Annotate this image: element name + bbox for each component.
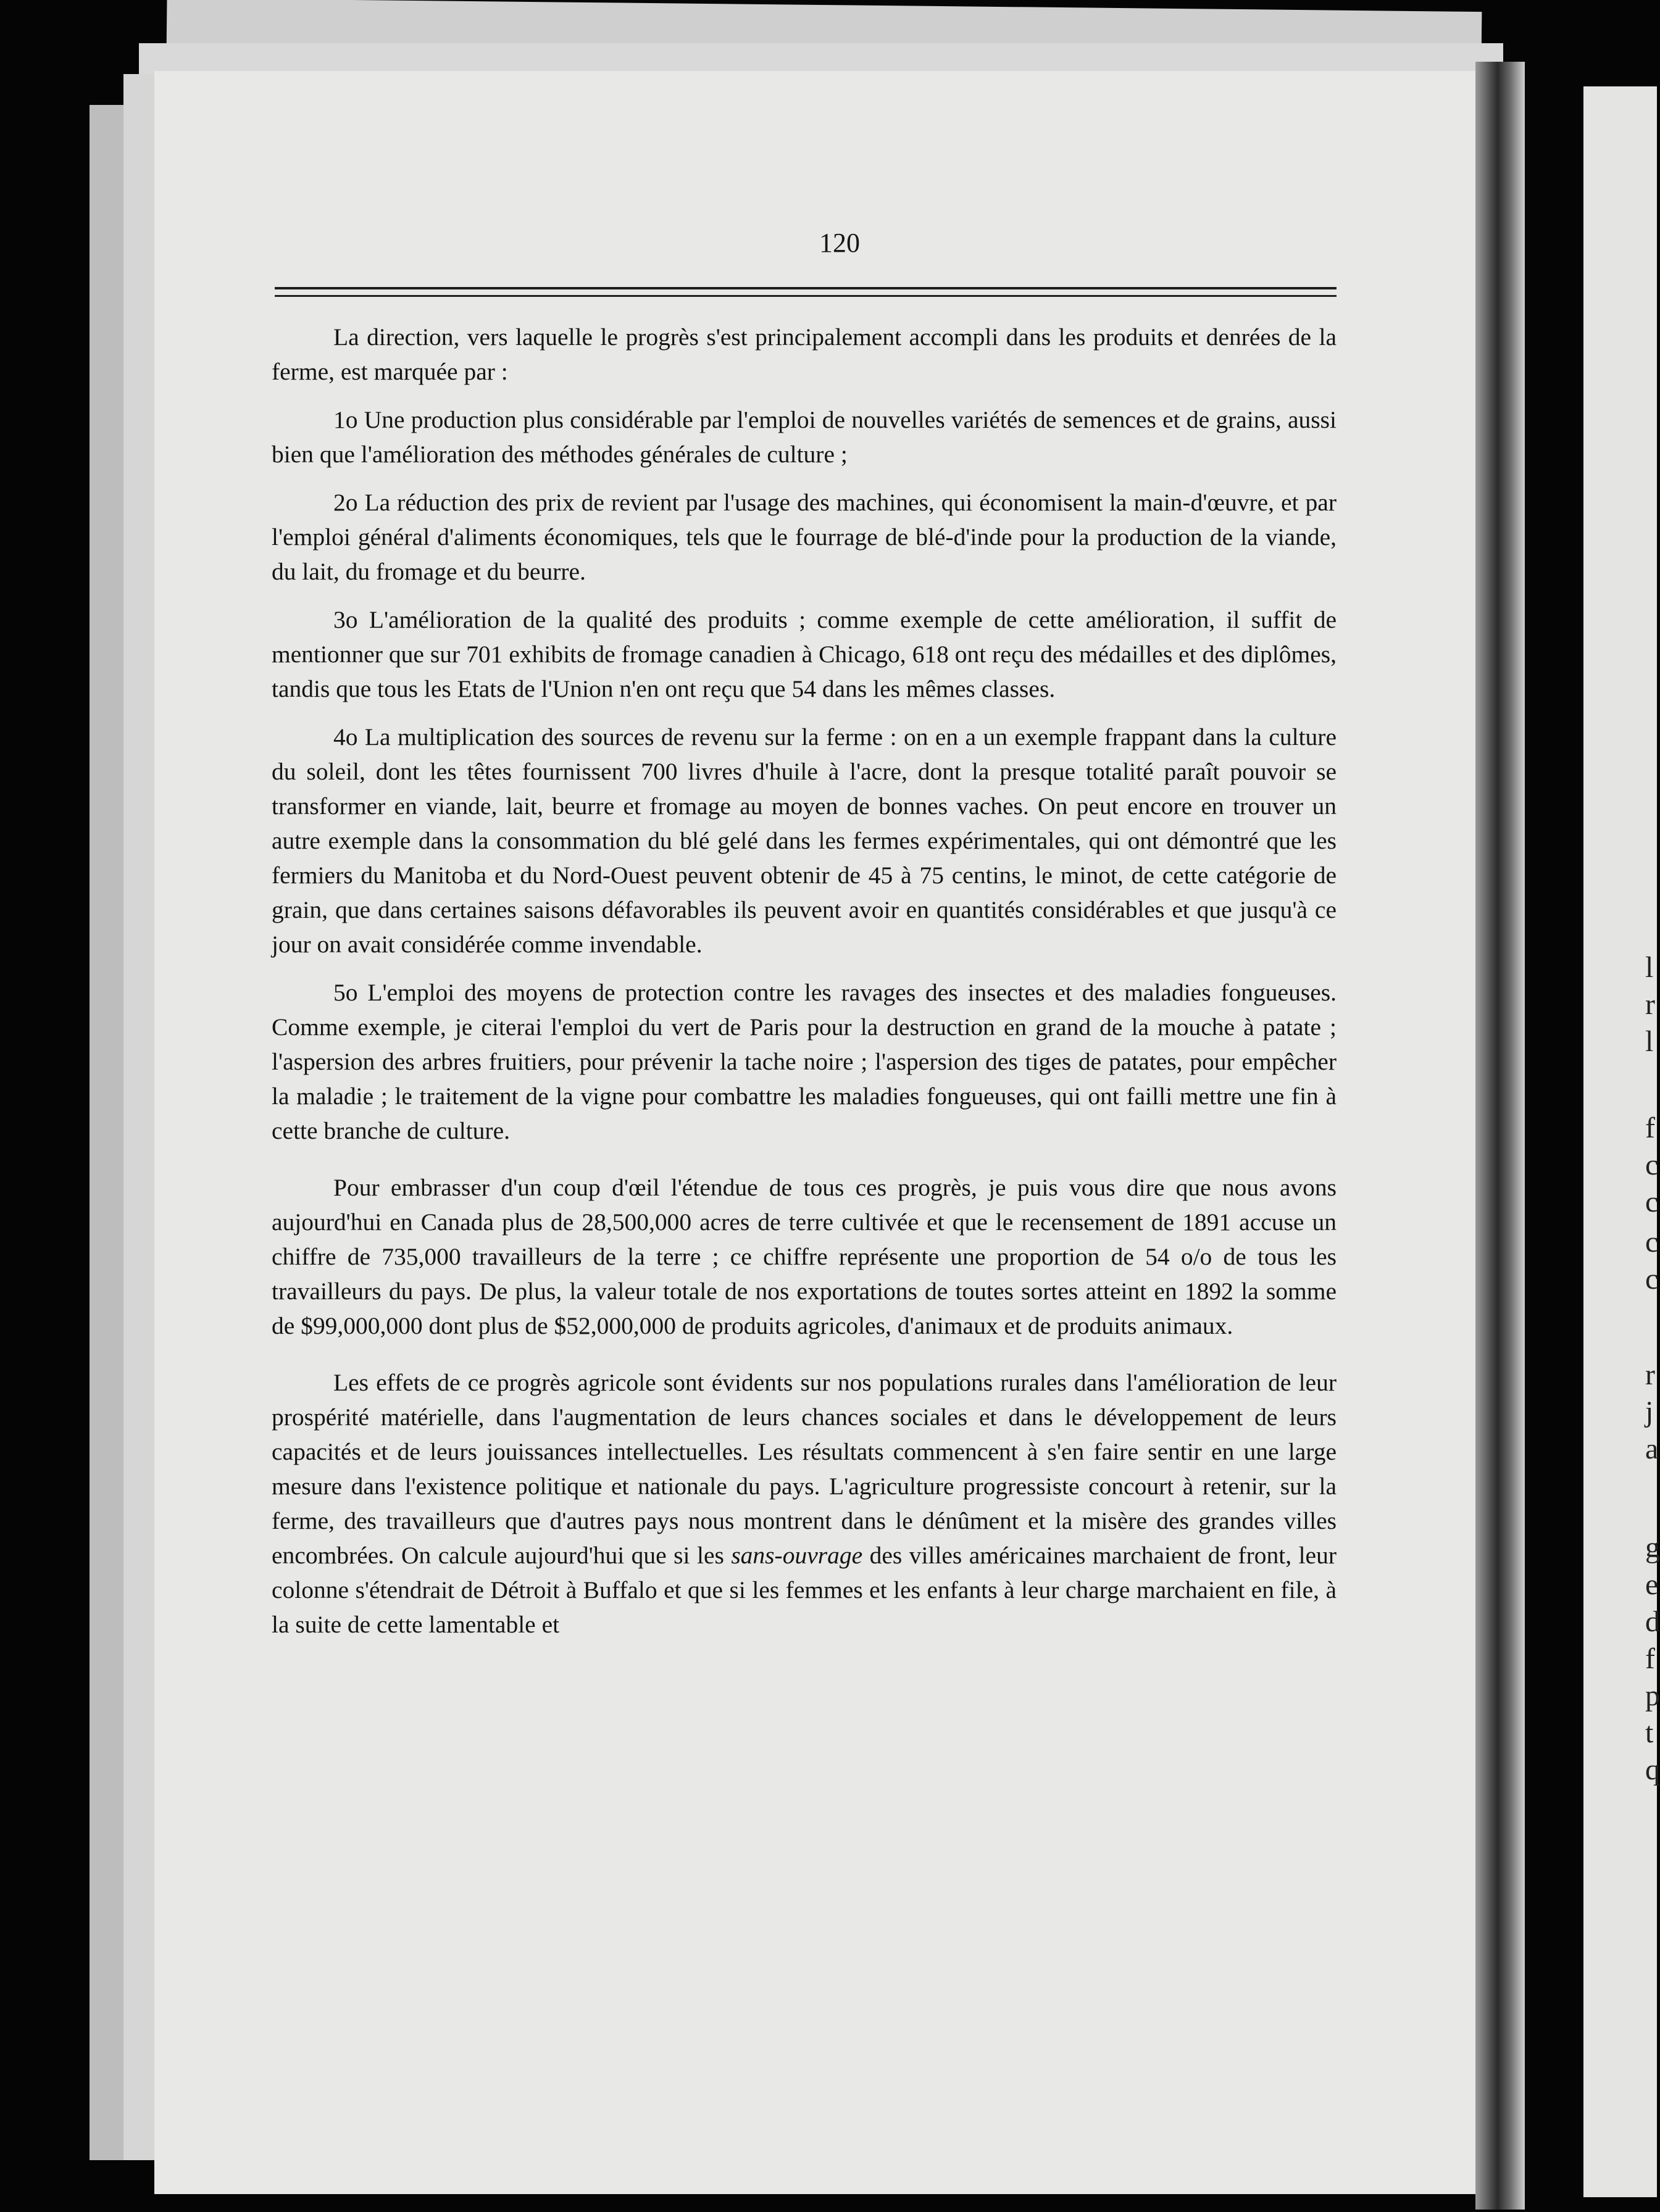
page-number: 120 bbox=[819, 228, 860, 258]
facing-page-fragment: f bbox=[1645, 1112, 1655, 1144]
facing-page-fragment: c bbox=[1645, 1263, 1659, 1295]
facing-page-fragment: e bbox=[1645, 1568, 1659, 1601]
facing-page-fragment: f bbox=[1645, 1642, 1655, 1675]
facing-page-fragment: c bbox=[1645, 1226, 1659, 1258]
book-spine bbox=[1475, 62, 1525, 2210]
paragraph-point-1: 1o Une production plus considérable par l'emploi de nouvelles variétés de semences et de grains, aussi bien que l'amélioration des méthodes générales de culture ; bbox=[272, 406, 1337, 468]
paragraph-intro: La direction, vers laquelle le progrès s'est principalement accompli dans les produits et denrées de la ferme, est marquée par : bbox=[272, 323, 1337, 385]
facing-page-fragment: r bbox=[1645, 1358, 1655, 1391]
facing-page-fragment: g bbox=[1645, 1531, 1660, 1564]
paragraph-effects bbox=[272, 1365, 1337, 1642]
facing-page-fragment: r bbox=[1645, 988, 1655, 1021]
facing-page-fragment: j bbox=[1645, 1395, 1654, 1428]
paragraph-point-2: 2o La réduction des prix de revient par l'usage des machines, qui économisent la main-d'œuvre, et par l'emploi général d'aliments économiques, tels que le fourrage de blé-d'inde pour la production de la viande, du lait, du fromage et du beurre. bbox=[272, 489, 1337, 585]
facing-page-fragment: d bbox=[1645, 1605, 1660, 1638]
paragraph-point-4: 4o La multiplication des sources de revenu sur la ferme : on en a un exemple frappant dans la culture du soleil, dont les têtes fournissent 700 livres d'huile à l'acre, dont la presque totalité paraît pouvoir se transformer en viande, lait, beurre et fromage au moyen de bonnes vaches. On peut encore en trouver un autre exemple dans la consommation du blé gelé dans les fermes expérimentales, qui ont démontré que les fermiers du Manitoba et du Nord-Ouest peuvent obtenir de 45 à 75 centins, le minot, de cette catégorie de grain, que dans certaines saisons défavorables ils peuvent avoir en quantités considérables et que jusqu'à ce jour on avait considérée comme invendable. bbox=[272, 723, 1337, 958]
facing-page-fragment: a bbox=[1645, 1432, 1659, 1465]
paragraph-summary: Pour embrasser d'un coup d'œil l'étendue de tous ces progrès, je puis vous dire que nous avons aujourd'hui en Canada plus de 28,500,000 acres de terre cultivée et que le recensement de 1891 accuse un chiffre de 735,000 travailleurs de la terre ; ce chiffre représente une proportion de 54 o/o de tous les travailleurs du pays. De plus, la valeur totale de nos exportations de toutes sortes atteint en 1892 la somme de $99,000,000 dont plus de $52,000,000 de produits agricoles, d'animaux et de produits animaux. bbox=[272, 1174, 1337, 1339]
paragraph-effects-text-start: Les effets de ce progrès agricole sont évidents sur nos populations rurales dans l'amélioration de leur prospérité matérielle, dans l'augmentation de leurs chances sociales et dans le développement de leurs capacités et de leurs jouissances intellectuelles. Les résultats commencent à s'en faire sentir en une large mesure dans l'existence politique et nationale du pays. L'agriculture progressiste concourt à retenir, sur la ferme, des travailleurs que d'autres pays nous montrent dans le dénûment et la misère des grandes villes encombrées. On calcule aujourd'hui que si les bbox=[272, 1369, 1337, 1569]
facing-page-fragment: l bbox=[1645, 951, 1654, 984]
facing-page-fragment: q bbox=[1645, 1753, 1660, 1786]
facing-page-fragment: l bbox=[1645, 1025, 1654, 1058]
header-rule bbox=[275, 287, 1337, 289]
facing-page-fragment: t bbox=[1645, 1716, 1654, 1749]
facing-page-fragment: c bbox=[1645, 1186, 1659, 1218]
paragraph-point-5: 5o L'emploi des moyens de protection contre les ravages des insectes et des maladies fongueuses. Comme exemple, je citerai l'emploi du vert de Paris pour la destruction en grand de la mouche à patate ; l'aspersion des arbres fruitiers, pour prévenir la tache noire ; l'aspersion des tiges de patates, pour empêcher la maladie ; le traitement de la vigne pour combattre les maladies fongueuses, qui ont failli mettre une fin à cette branche de culture. bbox=[272, 979, 1337, 1144]
facing-page-fragment: p bbox=[1645, 1679, 1660, 1712]
header-rule-secondary bbox=[275, 295, 1337, 297]
paragraph-point-3: 3o L'amélioration de la qualité des produits ; comme exemple de cette amélioration, il suffit de mentionner que sur 701 exhibits de fromage canadien à Chicago, 618 ont reçu des médailles et des diplômes, tandis que tous les Etats de l'Union n'en ont reçu que 54 dans les mêmes classes. bbox=[272, 606, 1337, 702]
paragraph-effects-text-end: des villes américaines marchaient de front, leur colonne s'étendrait de Détroit à Buffalo et que si les femmes et les enfants à leur charge marchaient en file, à la suite de cette lamentable et bbox=[272, 1542, 1337, 1638]
italic-term: sans-ouvrage bbox=[731, 1542, 863, 1569]
facing-page-fragment: c bbox=[1645, 1149, 1659, 1181]
body-text bbox=[272, 320, 1337, 1642]
